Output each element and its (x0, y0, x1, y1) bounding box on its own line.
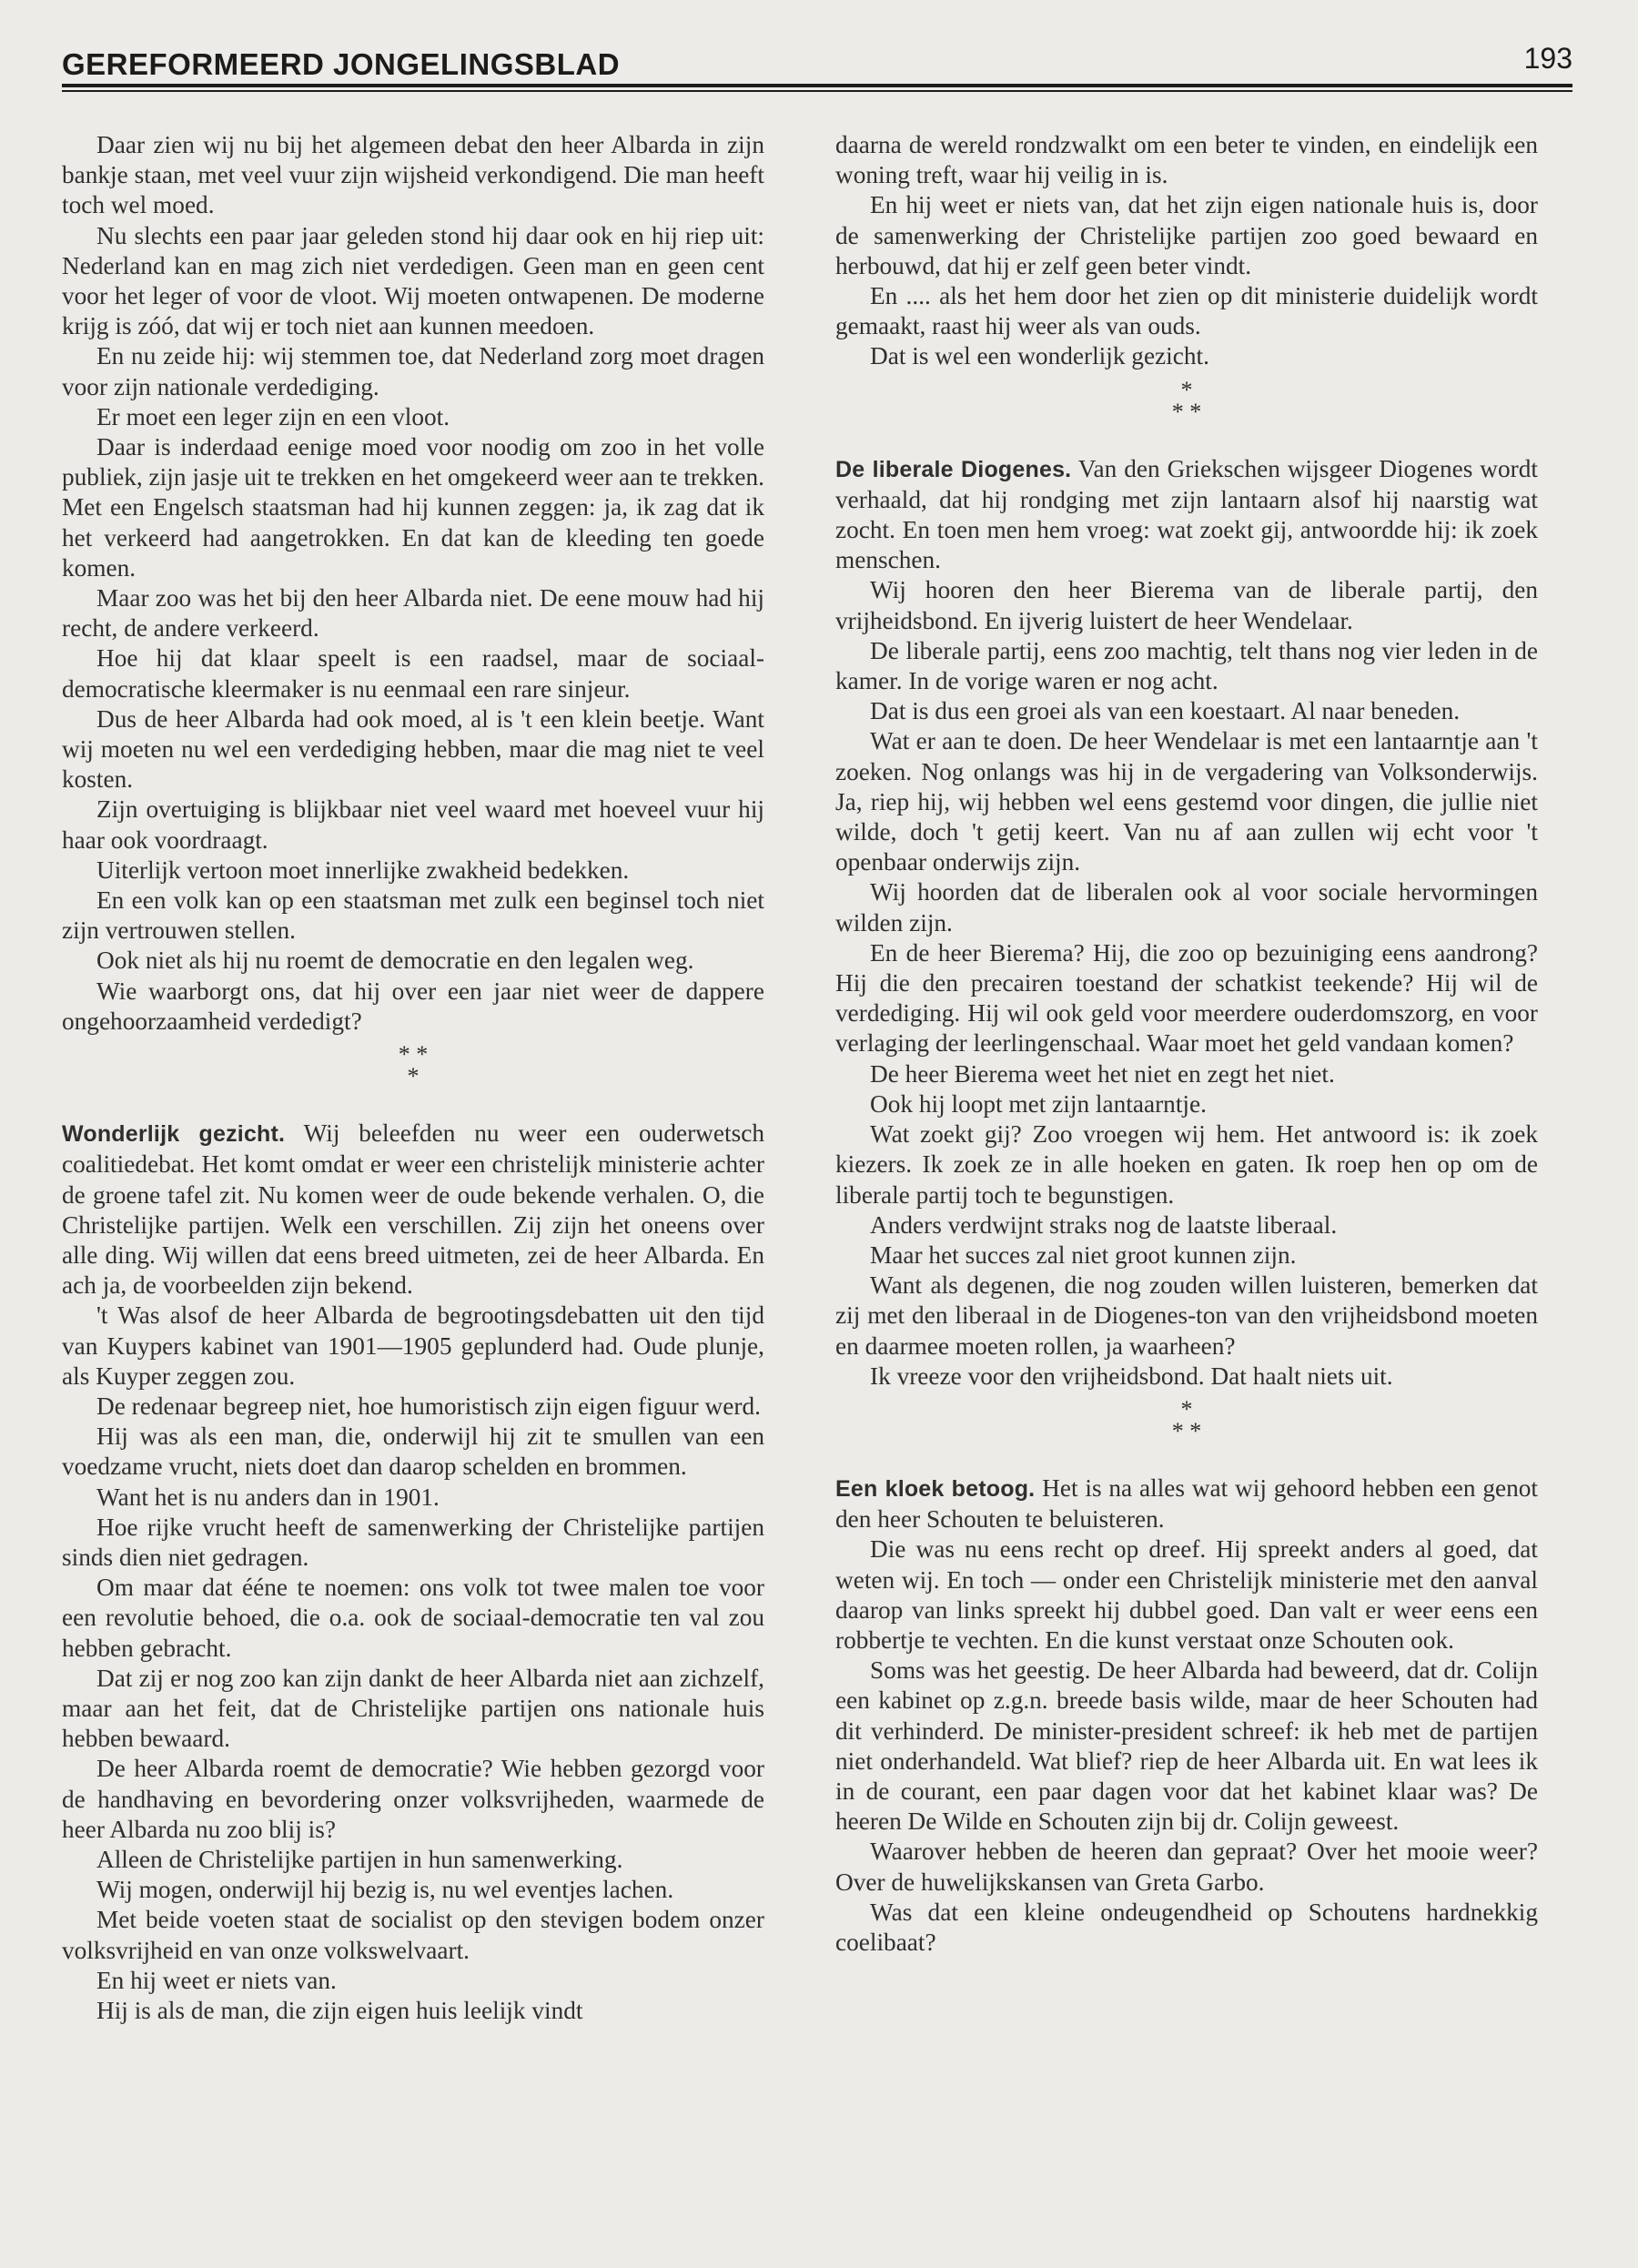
paragraph: Anders verdwijnt straks nog de laatste liberaal. (870, 1210, 1338, 1239)
paragraph: Hoe rijke vrucht heeft de samenwerking der Christelijke partijen sinds dien niet gedragen. (62, 1513, 764, 1571)
paragraph: Wat er aan te doen. De heer Wendelaar is met een lantaarntje aan 't zoeken. Nog onlangs was hij in de vergadering van Volksonderwijs. Ja, riep hij, wij hebben wel eens gestemd voor dingen, die jullie niet wilde, doch 't getij keert. Van nu af aan zullen wij echt voor 't openbaar onderwijs zijn. (835, 727, 1538, 876)
paragraph: De heer Albarda roemt de democratie? Wie hebben gezorgd voor de handhaving en bevordering onzer volksvrijheden, waarmede de heer Albarda nu zoo blij is? (62, 1755, 764, 1843)
paragraph: En nu zeide hij: wij stemmen toe, dat Nederland zorg moet dragen voor zijn nationale verdediging. (62, 342, 764, 400)
paragraph: Daar zien wij nu bij het algemeen debat den heer Albarda in zijn bankje staan, met veel vuur zijn wijsheid verkondigend. Die man heeft toch wel moed. (62, 131, 764, 219)
right-column (835, 130, 1538, 1958)
journal-title: GEREFORMEERD JONGELINGSBLAD (62, 47, 621, 81)
paragraph: De heer Bierema weet het niet en zegt het niet. (870, 1059, 1335, 1088)
paragraph: Die was nu eens recht op dreef. Hij spreekt anders al goed, dat weten wij. En toch — onder een Christelijk ministerie met den aanval daarop van links spreekt hij dubbel goed. Dan valt er weer eens een robbertje te vechten. En die kunst verstaat onze Schouten ook. (835, 1535, 1538, 1654)
paragraph: Ook niet als hij nu roemt de democratie en den legalen weg. (96, 947, 694, 975)
paragraph: Uiterlijk vertoon moet innerlijke zwakheid bedekken. (96, 856, 630, 884)
paragraph: Waarover hebben de heeren dan gepraat? Over het mooie weer? Over de huwelijkskansen van Greta Garbo. (835, 1838, 1538, 1896)
divider-stars-bottom: * (407, 1063, 420, 1090)
paragraph: Wij hoorden dat de liberalen ook al voor sociale hervormingen wilden zijn. (835, 878, 1538, 937)
paragraph: Alleen de Christelijke partijen in hun samenwerking. (96, 1845, 623, 1873)
paragraph: En een volk kan op een staatsman met zulk een beginsel toch niet zijn vertrouwen stellen. (62, 886, 764, 945)
paragraph: Soms was het geestig. De heer Albarda had beweerd, dat dr. Colijn een kabinet op z.g.n. breede basis wilde, maar de heer Schouten had dit verhinderd. De minister-president schreef: ik heb met de partijen niet onderhandeld. Wat blief? riep de heer Albarda uit. En wat lees ik in de courant, een paar dagen voor dat het kabinet klaar was? De heeren De Wilde en Schouten zijn bij dr. Colijn geweest. (835, 1656, 1538, 1836)
left-column (62, 130, 764, 2026)
section-heading: De liberale Diogenes. (835, 456, 1072, 482)
paragraph: Was dat een kleine ondeugendheid op Schoutens hardnekkig coelibaat? (835, 1898, 1538, 1956)
paragraph: 't Was alsof de heer Albarda de begrootingsdebatten uit den tijd van Kuypers kabinet van 1901—1905 geplunderd had. Oude plunje, als Kuyper zeggen zou. (62, 1301, 764, 1390)
paragraph-text: Van den Griekschen wijsgeer Diogenes wordt verhaald, dat hij rondging met zijn lantaarn alsof hij naarstig wat zocht. En toen men hem vroeg: wat zoekt gij, antwoordde hij: ik zoek menschen. (835, 454, 1538, 574)
section-divider (835, 376, 1538, 425)
paragraph: Om maar dat ééne te noemen: ons volk tot twee malen toe voor een revolutie behoed, die o.a. ook de sociaal-democratie ten val zou hebben gebracht. (62, 1574, 764, 1662)
divider-stars-bottom: * * (1171, 1417, 1202, 1444)
paragraph: En de heer Bierema? Hij, die zoo op bezuiniging eens aandrong? Hij die den precairen toestand der schatkist teekende? Hij wil de verdediging. Hij wil ook geld voor meerdere ouderdomszorg, en voor verlaging der leerlingenschaal. Waar moet het geld vandaan komen? (835, 938, 1538, 1058)
paragraph: Wat zoekt gij? Zoo vroegen wij hem. Het antwoord is: ik zoek kiezers. Ik zoek ze in alle hoeken en gaten. Ik roep hen op om de liberale partij toch te begunstigen. (835, 1120, 1538, 1209)
section-divider (62, 1041, 764, 1090)
section-wonderlijk-gezicht (62, 1119, 764, 1301)
paragraph-text: Wij beleefden nu weer een ouderwetsch coalitiedebat. Het komt omdat er weer een christelijk ministerie achter de groene tafel zit. Nu komen weer de oude bekende verhalen. O, die Christelijke partijen. Welk een verschillen. Zij zijn het oneens over alle ding. Wij willen dat eens breed uitmeten, zei de heer Albarda. En ach ja, de voorbeelden zijn bekend. (62, 1119, 764, 1300)
paragraph: Want als degenen, die nog zouden willen luisteren, bemerken dat zij met den liberaal in de Diogenes-ton van den vrijheidsbond moeten en daarmee moeten rollen, ja waarheen? (835, 1271, 1538, 1360)
paragraph: Ook hij loopt met zijn lantaarntje. (870, 1089, 1207, 1118)
paragraph: daarna de wereld rondzwalkt om een beter te vinden, en eindelijk een woning treft, waar hij veilig in is. (835, 131, 1538, 189)
paragraph: Wij hooren den heer Bierema van de liberale partij, den vrijheidsbond. En ijverig luistert de heer Wendelaar. (835, 576, 1538, 634)
paragraph: Er moet een leger zijn en een vloot. (96, 402, 450, 430)
paragraph-text: Het is na alles wat wij gehoord hebben een genot den heer Schouten te beluisteren. (835, 1473, 1539, 1534)
paragraph: Nu slechts een paar jaar geleden stond hij daar ook en hij riep uit: Nederland kan en mag zich niet verdedigen. Geen man en geen cent voor het leger of voor de vloot. Wij moeten ontwapenen. De moderne krijg is zóó, dat wij er toch niet aan kunnen meedoen. (62, 221, 764, 340)
paragraph: En hij weet er niets van. (96, 1966, 337, 1994)
section-divider (835, 1395, 1538, 1444)
divider-stars-bottom: * * (1171, 398, 1202, 425)
section-heading: Een kloek betoog. (835, 1475, 1036, 1502)
header-rule-thin (62, 90, 1572, 92)
section-kloek-betoog (835, 1473, 1538, 1534)
paragraph: Dat zij er nog zoo kan zijn dankt de heer Albarda niet aan zichzelf, maar aan het feit, dat de Christelijke partijen ons nationale huis hebben bewaard. (62, 1664, 764, 1753)
divider-stars-top: * (1180, 376, 1193, 403)
paragraph: Hij is als de man, die zijn eigen huis leelijk vindt (96, 1996, 583, 2024)
page-number: 193 (1523, 42, 1572, 75)
paragraph: Wie waarborgt ons, dat hij over een jaar niet weer de dappere ongehoorzaamheid verdedigt? (62, 977, 764, 1035)
paragraph: Daar is inderdaad eenige moed voor noodig om zoo in het volle publiek, zijn jasje uit te trekken en het omgekeerd weer aan te trekken. Met een Engelsch staatsman had hij kunnen zeggen: ja, ik zag dat ik het verkeerd had aangetrokken. En dat kan de kleeding ten goede komen. (62, 433, 764, 582)
paragraph: Met beide voeten staat de socialist op den stevigen bodem onzer volksvrijheid en van onze volkswelvaart. (62, 1906, 764, 1964)
paragraph: Maar zoo was het bij den heer Albarda niet. De eene mouw had hij recht, de andere verkeerd. (62, 584, 764, 643)
section-liberale-diogenes (835, 454, 1538, 576)
paragraph: En .... als het hem door het zien op dit ministerie duidelijk wordt gemaakt, raast hij weer als van ouds. (835, 282, 1538, 340)
page-header (62, 36, 1572, 93)
paragraph: En hij weet er niets van, dat het zijn eigen nationale huis is, door de samenwerking der Christelijke partijen zoo goed bewaard en herbouwd, dat hij er zelf geen beter vindt. (835, 191, 1538, 279)
header-rule-thick (62, 84, 1572, 87)
paragraph: De liberale partij, eens zoo machtig, telt thans nog vier leden in de kamer. In de vorige waren er nog acht. (835, 636, 1538, 695)
paragraph: Ik vreeze voor den vrijheidsbond. Dat haalt niets uit. (870, 1362, 1393, 1390)
section-heading: Wonderlijk gezicht. (62, 1121, 286, 1148)
paragraph: Zijn overtuiging is blijkbaar niet veel waard met hoeveel vuur hij haar ook voordraagt. (62, 795, 764, 854)
divider-stars-top: * * (398, 1041, 429, 1068)
paragraph: Hij was als een man, die, onderwijl hij zit te smullen van een voedzame vrucht, niets doet dan daarop schelden en brommen. (62, 1423, 764, 1481)
paragraph: Dus de heer Albarda had ook moed, al is 't een klein beetje. Want wij moeten nu wel een verdediging hebben, maar die mag niet te veel kosten. (62, 704, 764, 794)
paragraph: Wij mogen, onderwijl hij bezig is, nu wel eventjes lachen. (96, 1876, 674, 1904)
divider-stars-top: * (1180, 1395, 1193, 1423)
paragraph: Dat is dus een groei als van een koestaart. Al naar beneden. (870, 697, 1461, 725)
paragraph: Want het is nu anders dan in 1901. (96, 1483, 440, 1511)
paragraph: Dat is wel een wonderlijk gezicht. (870, 342, 1209, 370)
paragraph: Maar het succes zal niet groot kunnen zijn. (870, 1240, 1297, 1269)
paragraph: De redenaar begreep niet, hoe humoristisch zijn eigen figuur werd. (96, 1392, 761, 1420)
paragraph: Hoe hij dat klaar speelt is een raadsel, maar de sociaal-democratische kleermaker is nu eenmaal een rare sinjeur. (62, 644, 764, 703)
